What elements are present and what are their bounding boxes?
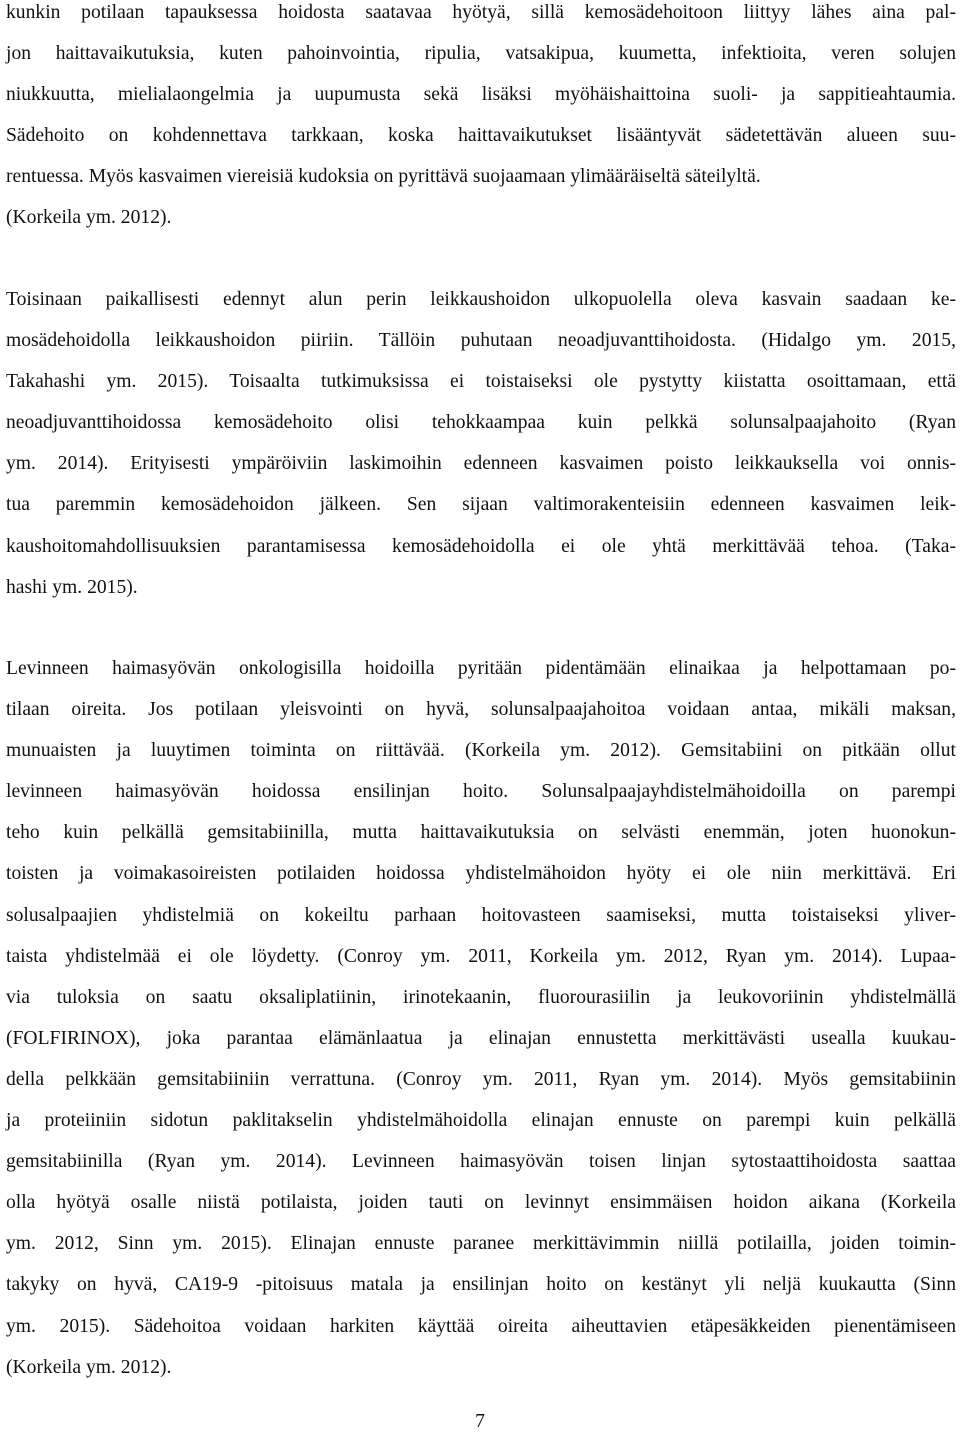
text-line: taista yhdistelmää ei ole löydetty. (Conroy ym. 2011, Korkeila ym. 2012, Ryan ym. 2014). Lupaa- <box>6 945 956 967</box>
text-line: takyky on hyvä, CA19-9 -pitoisuus matala ja ensilinjan hoito on kestänyt yli neljä kuukautta (Sinn <box>6 1274 956 1296</box>
text-line: Takahashi ym. 2015). Toisaalta tutkimuksissa ei toistaiseksi ole pystytty kiistatta osoittamaan, että <box>6 371 956 393</box>
paragraph-radiotherapy-effects <box>6 0 956 239</box>
text-line: niukkuutta, mielialaongelmia ja uupumusta sekä lisäksi myöhäishaittoina suoli- ja sappitieahtaumia. <box>6 84 956 106</box>
paragraph-neoadjuvant-therapy <box>6 279 956 608</box>
text-line: via tuloksia on saatu oksaliplatiinin, irinotekaanin, fluorourasiilin ja leukovoriinin yhdistelmällä <box>6 986 956 1008</box>
text-line: Toisinaan paikallisesti edennyt alun perin leikkaushoidon ulkopuolella oleva kasvain saadaan ke- <box>6 289 956 310</box>
text-line: ym. 2015). Sädehoitoa voidaan harkiten käyttää oireita aiheuttavien etäpesäkkeiden pienentämiseen <box>6 1315 956 1337</box>
text-line: munuaisten ja luuytimen toiminta on riittävää. (Korkeila ym. 2012). Gemsitabiini on pitkään ollut <box>6 740 956 762</box>
page-number: 7 <box>475 1411 485 1432</box>
text-line: (Korkeila ym. 2012). <box>6 207 172 229</box>
text-line: rentuessa. Myös kasvaimen viereisiä kudoksia on pyrittävä suojaamaan ylimääräiseltä säteilyltä. <box>6 166 761 188</box>
text-line: gemsitabiinilla (Ryan ym. 2014). Levinneen haimasyövän toisen linjan sytostaattihoidosta saattaa <box>6 1151 956 1173</box>
text-line: teho kuin pelkällä gemsitabiinilla, mutta haittavaikutuksia on selvästi enemmän, joten huonokun- <box>6 822 956 844</box>
text-line: Levinneen haimasyövän onkologisilla hoidoilla pyritään pidentämään elinaikaa ja helpottamaan po- <box>6 658 956 679</box>
text-line: (Korkeila ym. 2012). <box>6 1356 172 1378</box>
text-line: toisten ja voimakasoireisten potilaiden hoidossa yhdistelmähoidon hyöty ei ole niin merkittävä. Eri <box>6 863 956 885</box>
text-line: della pelkkään gemsitabiiniin verrattuna. (Conroy ym. 2011, Ryan ym. 2014). Myös gemsitabiinin <box>6 1068 956 1090</box>
paragraph-advanced-cancer-treatment <box>6 648 956 1388</box>
text-line: ym. 2012, Sinn ym. 2015). Elinajan ennuste paranee merkittävimmin niillä potilailla, joiden toimin- <box>6 1233 956 1255</box>
text-line: solusalpaajien yhdistelmiä on kokeiltu parhaan hoitovasteen saamiseksi, mutta toistaiseksi yliver- <box>6 904 956 926</box>
text-line: levinneen haimasyövän hoidossa ensilinjan hoito. Solunsalpaajayhdistelmähoidoilla on parempi <box>6 781 956 803</box>
text-line: kunkin potilaan tapauksessa hoidosta saatavaa hyötyä, sillä kemosädehoitoon liittyy lähes aina pal- <box>6 2 956 23</box>
text-line: tilaan oireita. Jos potilaan yleisvointi on hyvä, solunsalpaajahoitoa voidaan antaa, mikäli maksan, <box>6 699 956 721</box>
text-line: hashi ym. 2015). <box>6 576 138 598</box>
text-line: jon haittavaikutuksia, kuten pahoinvointia, ripulia, vatsakipua, kuumetta, infektioita, veren solujen <box>6 43 956 65</box>
text-line: (FOLFIRINOX), joka parantaa elämänlaatua ja elinajan ennustetta merkittävästi usealla kuukau- <box>6 1027 956 1049</box>
text-line: kaushoitomahdollisuuksien parantamisessa kemosädehoidolla ei ole yhtä merkittävää tehoa. (Taka- <box>6 535 956 557</box>
text-line: ja proteiiniin sidotun paklitakselin yhdistelmähoidolla elinajan ennuste on parempi kuin pelkällä <box>6 1110 956 1132</box>
text-line: olla hyötyä osalle niistä potilaista, joiden tauti on levinnyt ensimmäisen hoidon aikana (Korkeila <box>6 1192 956 1214</box>
text-line: tua paremmin kemosädehoidon jälkeen. Sen sijaan valtimorakenteisiin edenneen kasvaimen leik- <box>6 494 956 516</box>
text-line: Sädehoito on kohdennettava tarkkaan, koska haittavaikutukset lisääntyvät sädetettävän alueen suu- <box>6 125 956 147</box>
text-line: neoadjuvanttihoidossa kemosädehoito olisi tehokkaampaa kuin pelkkä solunsalpaajahoito (Ryan <box>6 412 956 434</box>
text-line: mosädehoidolla leikkaushoidon piiriin. Tällöin puhutaan neoadjuvanttihoidosta. (Hidalgo ym. 2015, <box>6 330 956 352</box>
text-line: ym. 2014). Erityisesti ympäröiviin laskimoihin edenneen kasvaimen poisto leikkauksella voi onnis- <box>6 453 956 475</box>
